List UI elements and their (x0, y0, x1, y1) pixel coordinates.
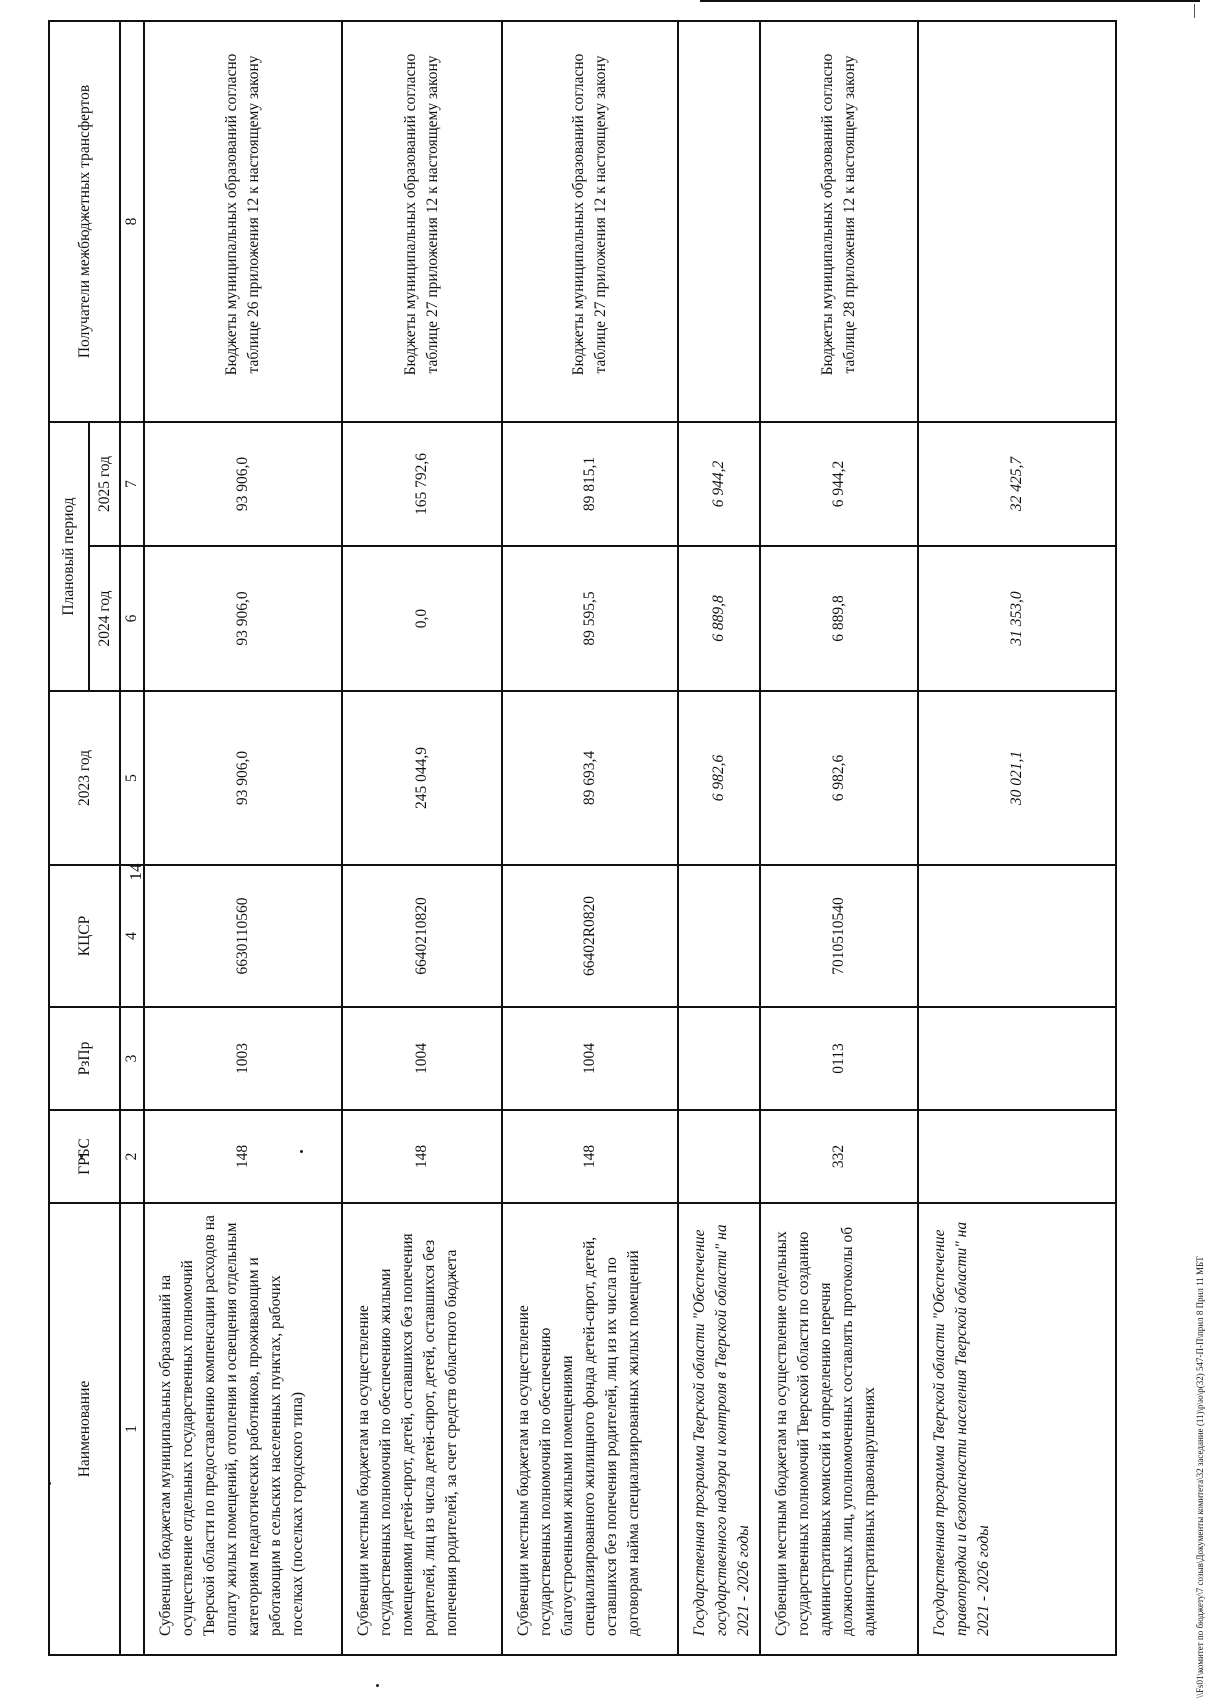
header-2023: 2023 год (49, 691, 120, 865)
column-number: 2 (120, 1110, 144, 1203)
row-2023: 30 021,1 (918, 691, 1116, 865)
column-number: 5 (120, 691, 144, 865)
row-recipient: Бюджеты муниципальных образований согласно таблице 28 приложения 12 к настоящему закону (760, 21, 918, 422)
row-rzpr: 1003 (144, 1007, 342, 1110)
row-name: Субвенции местным бюджетам на осуществление государственных полномочий по обеспечению благоустроенными жилыми помещениями специализированного жилищного фонда детей-сирот, детей, оставшихся без попечения родителей, лиц из их числа по договорам найма специализированных жилых помещений (502, 1203, 678, 1655)
budget-transfers-table (48, 20, 1117, 1656)
row-recipient: Бюджеты муниципальных образований согласно таблице 27 приложения 12 к настоящему закону (502, 21, 678, 422)
scan-edge-line (700, 0, 1200, 2)
scan-speck (376, 1684, 379, 1687)
header-2025: 2025 год (89, 422, 120, 546)
row-rzpr: 1004 (502, 1007, 678, 1110)
row-2023: 93 906,0 (144, 691, 342, 865)
row-2023: 89 693,4 (502, 691, 678, 865)
table-row (502, 21, 678, 1655)
column-number-row (120, 21, 144, 1655)
table-row-program (918, 21, 1116, 1655)
row-kcsr (918, 865, 1116, 1007)
row-recipient (918, 21, 1116, 422)
row-recipient: Бюджеты муниципальных образований согласно таблице 27 приложения 12 к настоящему закону (342, 21, 502, 422)
table-row (760, 21, 918, 1655)
row-2025: 165 792,6 (342, 422, 502, 546)
header-recipients: Получатели межбюджетных трансфертов (49, 21, 120, 422)
header-kcsr: КЦСР (49, 865, 120, 1007)
header-grbs: ГРБС (49, 1110, 120, 1203)
row-grbs (678, 1110, 760, 1203)
row-kcsr: 6630110560 (144, 865, 342, 1007)
row-2023: 245 044,9 (342, 691, 502, 865)
row-grbs: 148 (502, 1110, 678, 1203)
column-number: 1 (120, 1203, 144, 1655)
column-number: 3 (120, 1007, 144, 1110)
row-name: Субвенции бюджетам муниципальных образований на осуществление отдельных государственных полномочий Тверской области по предоставлению компенсации расходов на оплату жилых помещений, отопления и освещения отдельным категориям педагогических работников, проживающим и работающим в сельских населенных пунктах, рабочих поселках (поселках городского типа) (144, 1203, 342, 1655)
row-2024: 6 889,8 (678, 546, 760, 691)
row-2025: 6 944,2 (678, 422, 760, 546)
row-grbs (918, 1110, 1116, 1203)
row-2025: 89 815,1 (502, 422, 678, 546)
row-grbs: 148 (342, 1110, 502, 1203)
row-2025: 93 906,0 (144, 422, 342, 546)
row-grbs: 332 (760, 1110, 918, 1203)
row-2025: 32 425,7 (918, 422, 1116, 546)
column-number: 4 (120, 865, 144, 1007)
row-rzpr (918, 1007, 1116, 1110)
row-rzpr: 1004 (342, 1007, 502, 1110)
row-kcsr: 66402R0820 (502, 865, 678, 1007)
row-name: Субвенции местным бюджетам на осуществление отдельных государственных полномочий Тверской области по созданию административных комиссий и определению перечня должностных лиц, уполномоченных составлять протоколы об административных правонарушениях (760, 1203, 918, 1655)
header-2024: 2024 год (89, 546, 120, 691)
rotated-page-content (48, 22, 1102, 1656)
row-rzpr (678, 1007, 760, 1110)
header-row (49, 21, 89, 1655)
row-name: Государственная программа Тверской области "Обеспечение государственного надзора и контроля в Тверской области" на 2021 - 2026 годы (678, 1203, 760, 1655)
row-2024: 0,0 (342, 546, 502, 691)
document-file-path: \\Fs01\комитет по бюджету\7 созыв\Документы комитета\32 заседание (11)\р\ю\р(32) 547-П-П\прил 8 Прил 11 МБТ (1195, 1256, 1205, 1698)
column-number: 8 (120, 21, 144, 422)
row-recipient (678, 21, 760, 422)
header-plan-period: Плановый период (49, 422, 89, 691)
header-name: Наименование (49, 1203, 120, 1655)
column-number: 7 (120, 422, 144, 546)
scan-edge-mark (1194, 4, 1195, 18)
column-number: 6 (120, 546, 144, 691)
row-2023: 6 982,6 (760, 691, 918, 865)
header-rzpr: РзПр (49, 1007, 120, 1110)
row-recipient: Бюджеты муниципальных образований согласно таблице 26 приложения 12 к настоящему закону (144, 21, 342, 422)
row-2023: 6 982,6 (678, 691, 760, 865)
row-2024: 93 906,0 (144, 546, 342, 691)
row-grbs: 148 (144, 1110, 342, 1203)
table-row (342, 21, 502, 1655)
page-number: 14 (126, 863, 145, 881)
row-2025: 6 944,2 (760, 422, 918, 546)
row-2024: 31 353,0 (918, 546, 1116, 691)
row-kcsr (678, 865, 760, 1007)
row-2024: 89 595,5 (502, 546, 678, 691)
row-kcsr: 7010510540 (760, 865, 918, 1007)
row-rzpr: 0113 (760, 1007, 918, 1110)
table-row (144, 21, 342, 1655)
table-row-program (678, 21, 760, 1655)
row-2024: 6 889,8 (760, 546, 918, 691)
row-name: Субвенции местным бюджетам на осуществление государственных полномочий по обеспечению жилыми помещениями детей-сирот, детей, оставшихся без попечения родителей, лиц из числа детей-сирот, детей, оставшихся без попечения родителей, за счет средств областного бюджета (342, 1203, 502, 1655)
row-name: Государственная программа Тверской области "Обеспечение правопорядка и безопасности населения Тверской области" на 2021 - 2026 годы (918, 1203, 1116, 1655)
row-kcsr: 6640210820 (342, 865, 502, 1007)
